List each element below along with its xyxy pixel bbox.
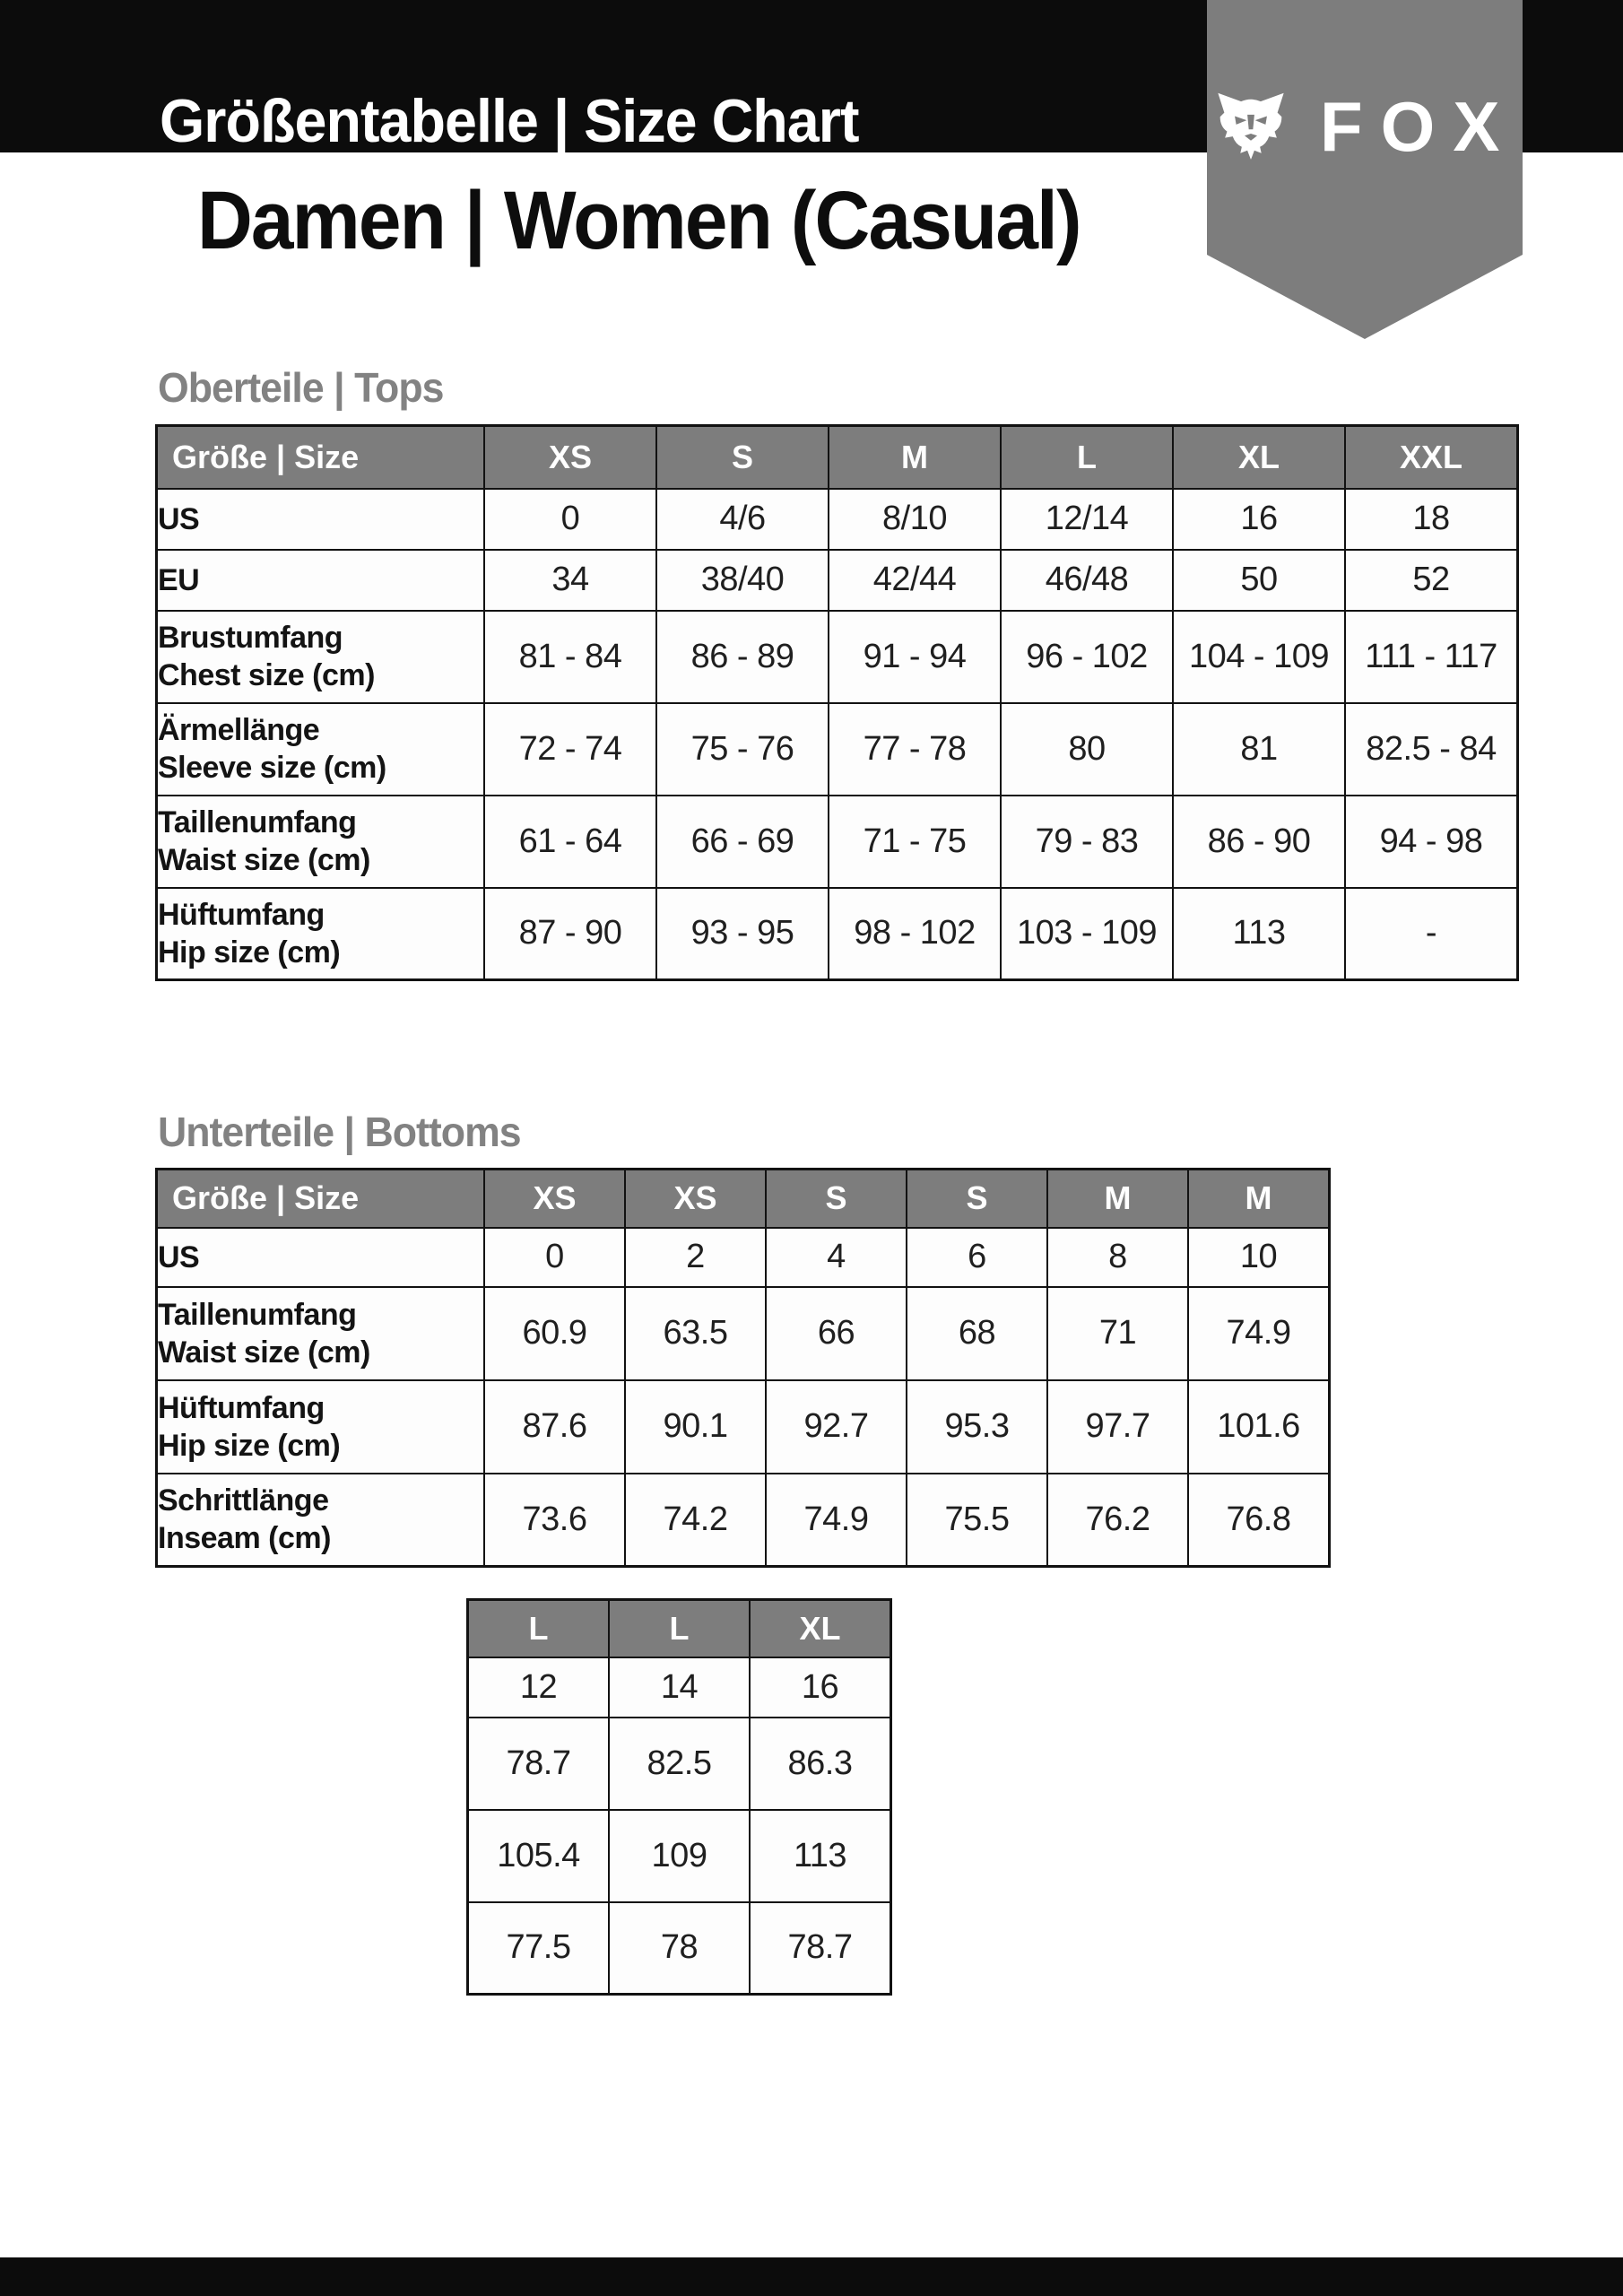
tops-size-table <box>155 424 1519 981</box>
row-label-cell <box>157 1228 485 1287</box>
data-cell: 6 <box>907 1228 1047 1287</box>
data-cell: 34 <box>484 550 656 611</box>
data-cell: 4/6 <box>656 489 829 550</box>
row-label-cell <box>157 550 485 611</box>
data-cell: 75.5 <box>907 1474 1047 1567</box>
data-cell: 82.5 - 84 <box>1345 703 1518 796</box>
row-label-line1: Brustumfang <box>158 621 343 655</box>
data-cell: 71 <box>1047 1287 1188 1380</box>
data-cell: 61 - 64 <box>484 796 656 888</box>
data-cell: 66 - 69 <box>656 796 829 888</box>
row-label-cell <box>157 1474 485 1567</box>
data-cell: 73.6 <box>484 1474 625 1567</box>
section-heading-tops: Oberteile | Tops <box>158 364 444 411</box>
size-header-cell: XS <box>625 1170 766 1228</box>
data-cell: 72 - 74 <box>484 703 656 796</box>
row-label-line1: Schrittlänge <box>158 1483 329 1518</box>
data-cell: 10 <box>1188 1228 1330 1287</box>
row-label-line1: US <box>158 1239 200 1274</box>
data-cell: 60.9 <box>484 1287 625 1380</box>
size-header-cell: M <box>829 426 1001 489</box>
data-cell: 74.9 <box>1188 1287 1330 1380</box>
data-cell: 94 - 98 <box>1345 796 1518 888</box>
table-header-row <box>468 1600 891 1657</box>
page-title: Größentabelle | Size Chart <box>160 87 859 155</box>
table-row <box>157 1287 1330 1380</box>
data-cell: 63.5 <box>625 1287 766 1380</box>
bottoms-size-table-continued <box>466 1598 892 1996</box>
row-label-line2: Inseam (cm) <box>158 1521 331 1556</box>
size-header-cell: XS <box>484 1170 625 1228</box>
data-cell: 74.2 <box>625 1474 766 1567</box>
row-label-line2: Waist size (cm) <box>158 843 370 877</box>
data-cell: 86 - 89 <box>656 611 829 703</box>
size-header-cell: L <box>609 1600 750 1657</box>
data-cell: 79 - 83 <box>1001 796 1173 888</box>
table-header-row <box>157 426 1518 489</box>
size-header-cell: S <box>907 1170 1047 1228</box>
size-header-cell: M <box>1188 1170 1330 1228</box>
data-cell: 42/44 <box>829 550 1001 611</box>
data-cell: 0 <box>484 489 656 550</box>
row-label-line1: US <box>158 501 200 536</box>
data-cell: 80 <box>1001 703 1173 796</box>
footer-black-bar <box>0 2257 1623 2296</box>
size-header-cell: XL <box>750 1600 891 1657</box>
data-cell: 71 - 75 <box>829 796 1001 888</box>
table-row <box>157 1228 1330 1287</box>
data-cell: 104 - 109 <box>1173 611 1345 703</box>
data-cell: 14 <box>609 1657 750 1718</box>
table-row <box>468 1902 891 1995</box>
size-header-cell: XL <box>1173 426 1345 489</box>
table-row <box>157 489 1518 550</box>
data-cell: 76.2 <box>1047 1474 1188 1567</box>
data-cell: 109 <box>609 1810 750 1902</box>
data-cell: 77 - 78 <box>829 703 1001 796</box>
size-header-cell: Größe | Size <box>157 1170 485 1228</box>
row-label-line2: Chest size (cm) <box>158 658 375 692</box>
data-cell: 2 <box>625 1228 766 1287</box>
data-cell: 66 <box>766 1287 907 1380</box>
data-cell: 91 - 94 <box>829 611 1001 703</box>
table-row <box>468 1718 891 1810</box>
data-cell: 46/48 <box>1001 550 1173 611</box>
table-row <box>157 550 1518 611</box>
data-cell: 96 - 102 <box>1001 611 1173 703</box>
data-cell: 74.9 <box>766 1474 907 1567</box>
data-cell: 81 - 84 <box>484 611 656 703</box>
row-label-line2: Sleeve size (cm) <box>158 751 386 785</box>
pennant-shape <box>1207 0 1523 339</box>
data-cell: 50 <box>1173 550 1345 611</box>
row-label-line1: Taillenumfang <box>158 805 357 839</box>
row-label-cell <box>157 1380 485 1474</box>
data-cell: 78.7 <box>750 1902 891 1995</box>
table-row <box>157 1380 1330 1474</box>
table-row <box>157 611 1518 703</box>
row-label-line2: Hip size (cm) <box>158 935 341 970</box>
row-label-cell <box>157 703 485 796</box>
data-cell: 86 - 90 <box>1173 796 1345 888</box>
size-header-cell: XXL <box>1345 426 1518 489</box>
data-cell: 82.5 <box>609 1718 750 1810</box>
table-header-row <box>157 1170 1330 1228</box>
data-cell: 38/40 <box>656 550 829 611</box>
row-label-line1: Ärmellänge <box>158 713 320 747</box>
data-cell: 113 <box>750 1810 891 1902</box>
row-label-line1: Hüftumfang <box>158 897 325 932</box>
data-cell: 75 - 76 <box>656 703 829 796</box>
table-row <box>468 1657 891 1718</box>
data-cell: 16 <box>750 1657 891 1718</box>
data-cell: 90.1 <box>625 1380 766 1474</box>
data-cell: 78 <box>609 1902 750 1995</box>
data-cell: 4 <box>766 1228 907 1287</box>
size-header-cell: S <box>766 1170 907 1228</box>
size-header-cell: Größe | Size <box>157 426 485 489</box>
row-label-line2: Hip size (cm) <box>158 1428 341 1463</box>
data-cell: 12 <box>468 1657 610 1718</box>
page-subtitle: Damen | Women (Casual) <box>197 175 1081 266</box>
data-cell: 8 <box>1047 1228 1188 1287</box>
data-cell: 16 <box>1173 489 1345 550</box>
data-cell: 113 <box>1173 888 1345 980</box>
data-cell: 97.7 <box>1047 1380 1188 1474</box>
data-cell: 76.8 <box>1188 1474 1330 1567</box>
data-cell: 77.5 <box>468 1902 610 1995</box>
data-cell: 86.3 <box>750 1718 891 1810</box>
row-label-line2: Waist size (cm) <box>158 1335 370 1370</box>
section-heading-bottoms: Unterteile | Bottoms <box>158 1109 521 1155</box>
data-cell: 8/10 <box>829 489 1001 550</box>
row-label-cell <box>157 489 485 550</box>
data-cell: 18 <box>1345 489 1518 550</box>
size-header-cell: L <box>1001 426 1173 489</box>
table-row <box>157 1474 1330 1567</box>
table-row <box>157 796 1518 888</box>
row-label-line1: Hüftumfang <box>158 1390 325 1425</box>
data-cell: 111 - 117 <box>1345 611 1518 703</box>
data-cell: 78.7 <box>468 1718 610 1810</box>
row-label-cell <box>157 1287 485 1380</box>
row-label-cell <box>157 611 485 703</box>
table-row <box>157 888 1518 980</box>
size-header-cell: S <box>656 426 829 489</box>
row-label-line1: Taillenumfang <box>158 1297 357 1332</box>
data-cell: 81 <box>1173 703 1345 796</box>
fox-head-icon <box>1216 91 1286 160</box>
data-cell: 101.6 <box>1188 1380 1330 1474</box>
brand-banner <box>1207 0 1523 339</box>
data-cell: 12/14 <box>1001 489 1173 550</box>
data-cell: 0 <box>484 1228 625 1287</box>
data-cell: 52 <box>1345 550 1518 611</box>
data-cell: 87 - 90 <box>484 888 656 980</box>
size-header-cell: L <box>468 1600 610 1657</box>
data-cell: 95.3 <box>907 1380 1047 1474</box>
data-cell: 103 - 109 <box>1001 888 1173 980</box>
table-row <box>157 703 1518 796</box>
data-cell: 68 <box>907 1287 1047 1380</box>
data-cell: 87.6 <box>484 1380 625 1474</box>
size-header-cell: M <box>1047 1170 1188 1228</box>
row-label-line1: EU <box>158 562 200 597</box>
brand-logo-text: FOX <box>1320 87 1518 166</box>
data-cell: 92.7 <box>766 1380 907 1474</box>
size-header-cell: XS <box>484 426 656 489</box>
data-cell: 98 - 102 <box>829 888 1001 980</box>
row-label-cell <box>157 796 485 888</box>
data-cell: 93 - 95 <box>656 888 829 980</box>
table-row <box>468 1810 891 1902</box>
bottoms-size-table <box>155 1168 1331 1568</box>
data-cell: - <box>1345 888 1518 980</box>
data-cell: 105.4 <box>468 1810 610 1902</box>
row-label-cell <box>157 888 485 980</box>
